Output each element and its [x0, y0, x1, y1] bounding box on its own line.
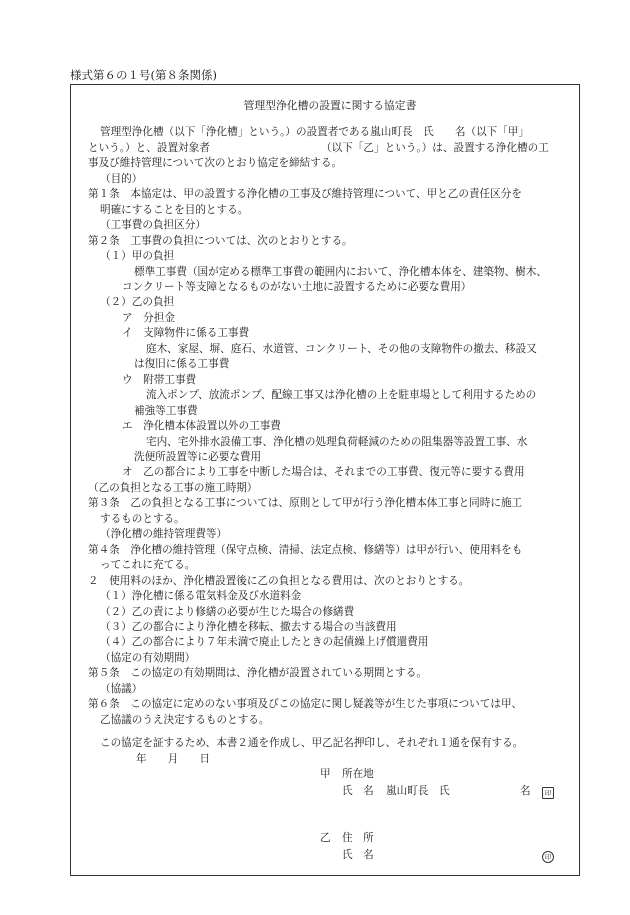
date-line: 年 月 日 [136, 752, 211, 765]
article-2-heading: （工事費の負担区分） [100, 219, 206, 232]
article-4-line: ってこれに充てる。 [100, 559, 196, 572]
burden-item-e: エ 浄化槽本体設置以外の工事費 [122, 420, 281, 433]
party-a-label: 甲 [320, 768, 331, 781]
party-b-seal-mark [542, 850, 554, 865]
party-a-burden-label: （１）甲の負担 [100, 250, 175, 263]
party-b-label: 乙 [320, 832, 331, 845]
party-a-seal-mark [542, 786, 554, 801]
article-2-line: 第２条 工事費の負担については、次のとおりとする。 [88, 234, 353, 247]
article-5-line: 第５条 この協定の有効期間は、浄化槽が設置されている期間とする。 [88, 667, 427, 680]
burden-item-e-text: 宅内、宅外排水設備工事、浄化槽の処理負荷軽減のための阻集器等設置工事、水 [146, 435, 528, 448]
intro-line: という。）と、設置対象者 （以下「乙」という。）は、設置する浄化槽の工 [88, 141, 549, 154]
party-b-address-label: 住 所 [342, 832, 374, 845]
article-4-list-item: （４）乙の都合により７年未満で廃止したときの起債繰上げ償還費用 [100, 636, 429, 649]
seal-icon: 印 [542, 851, 554, 863]
party-b-name-label: 氏 名 [342, 849, 374, 862]
article-1-line: 第１条 本協定は、甲の設置する浄化槽の工事及び維持管理について、甲と乙の責任区分を [88, 188, 522, 201]
article-3-line: するものとする。 [100, 512, 185, 525]
form-number: 様式第６の１号(第８条関係) [70, 68, 217, 82]
article-5-heading: （協定の有効期間） [100, 651, 196, 664]
intro-line: 管理型浄化槽（以下「浄化槽」という。）の設置者である嵐山町長 氏 名（以下「甲」 [100, 126, 530, 139]
article-4-list-item: （３）乙の都合により浄化槽を移転、撤去する場合の当該費用 [100, 620, 397, 633]
intro-line: 事及び維持管理について次のとおり協定を締結する。 [88, 157, 343, 170]
party-a-burden-text: 標準工事費（国が定める標準工事費の範囲内において、浄化槽本体を、建築物、樹木、 [134, 265, 547, 278]
party-a-name-suffix: 名 [520, 785, 531, 798]
party-a-burden-text: コンクリート等支障となるものがない土地に設置するために必要な費用） [122, 280, 472, 293]
agreement-body [88, 98, 572, 907]
burden-item-i-text: 庭木、家屋、塀、庭石、水道管、コンクリート、その他の支障物件の撤去、移設又 [146, 342, 537, 355]
article-6-line: 第６条 この協定に定めのない事項及びこの協定に関し疑義等が生じた事項については甲、 [88, 698, 523, 711]
article-4-line: 第４条 浄化槽の維持管理（保守点検、清掃、法定点検、修繕等）は甲が行い、使用料をも [88, 543, 523, 556]
article-3-line: 第３条 乙の負担となる工事については、原則として甲が行う浄化槽本体工事と同時に施工 [88, 497, 523, 510]
document-title: 管理型浄化槽の設置に関する協定書 [243, 99, 417, 112]
article-1-line: 明確にすることを目的とする。 [100, 203, 249, 216]
article-6-line: 乙協議のうえ決定するものとする。 [100, 713, 270, 726]
article-4-list-item: （２）乙の責により修繕の必要が生じた場合の修繕費 [100, 605, 355, 618]
burden-item-e-text: 洗便所設置等に必要な費用 [134, 450, 262, 463]
burden-item-i: イ 支障物件に係る工事費 [122, 327, 250, 340]
signature-block [88, 767, 572, 907]
party-a-name-value: 嵐山町長 氏 [386, 785, 450, 798]
article-6-heading: （協議） [100, 682, 143, 695]
seal-icon: 印 [542, 787, 554, 799]
closing-statement: この協定を証するため、本書２通を作成し、甲乙記名押印し、それぞれ１通を保有する。 [100, 737, 524, 750]
burden-item-i-text: は復旧に係る工事費 [134, 358, 230, 371]
article-4-paragraph-2: ２ 使用料のほか、浄化槽設置後に乙の負担となる費用は、次のとおりとする。 [88, 574, 470, 587]
burden-item-u-text: 補強等工事費 [134, 404, 198, 417]
article-4-list-item: （１）浄化槽に係る電気料金及び水道料金 [100, 590, 302, 603]
burden-item-u: ウ 附帯工事費 [122, 373, 197, 386]
burden-item-a: ア 分担金 [122, 311, 175, 324]
party-b-burden-label: （２）乙の負担 [100, 296, 175, 309]
article-3-heading: （乙の負担となる工事の施工時期） [88, 481, 258, 494]
party-a-address-label: 所在地 [342, 768, 374, 781]
burden-item-u-text: 流入ポンプ、放流ポンプ、配線工事又は浄化槽の上を駐車場として利用するための [146, 389, 537, 402]
party-a-name-label: 氏 名 [342, 785, 374, 798]
intro-paragraph [88, 125, 572, 171]
article-1-heading: （目的） [100, 172, 143, 185]
article-4-heading: （浄化槽の維持管理費等） [100, 528, 228, 541]
burden-item-o: オ 乙の都合により工事を中断した場合は、それまでの工事費、復元等に要する費用 [122, 466, 525, 479]
